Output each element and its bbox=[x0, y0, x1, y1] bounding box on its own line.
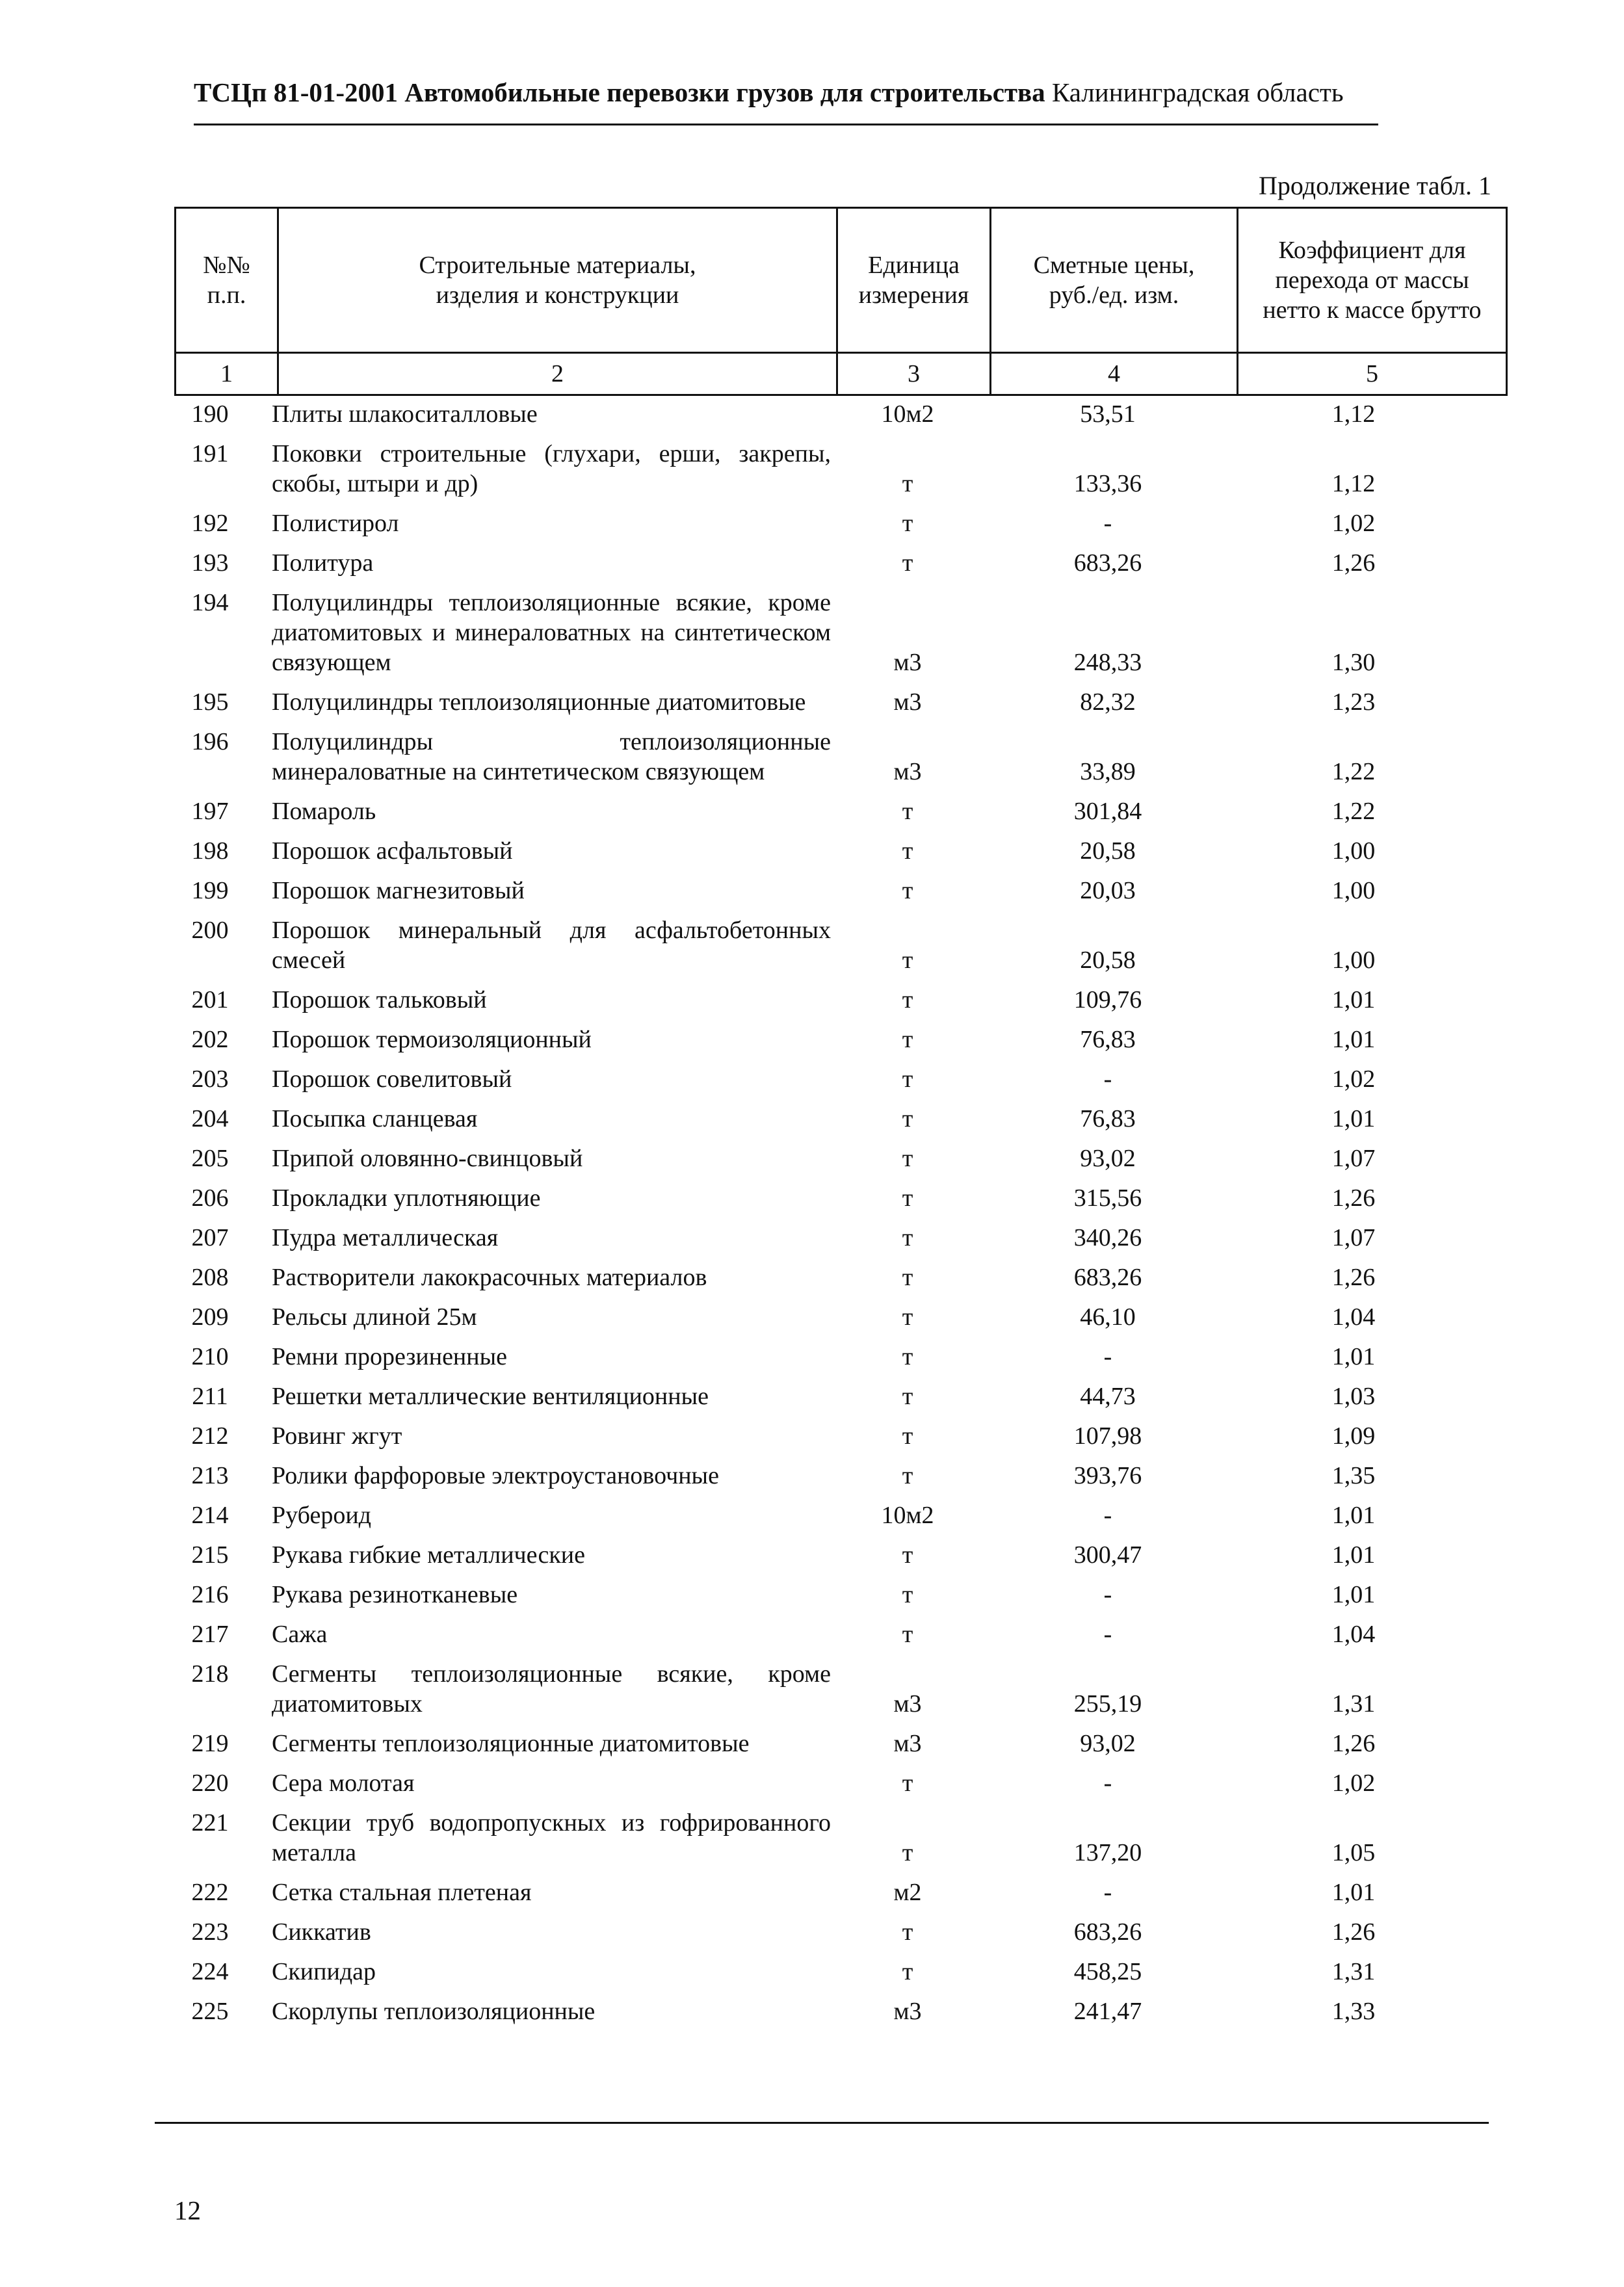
estimated-price: 248,33 bbox=[1073, 649, 1142, 676]
row-number: 204 bbox=[191, 1105, 229, 1132]
estimated-price: 20,03 bbox=[1080, 877, 1136, 904]
table-row bbox=[0, 1957, 1624, 1987]
estimated-price: 133,36 bbox=[1073, 470, 1142, 497]
table-row bbox=[0, 1500, 1624, 1530]
row-number: 190 bbox=[191, 400, 229, 428]
row-number: 202 bbox=[191, 1026, 229, 1053]
row-number: 217 bbox=[191, 1621, 229, 1648]
gross-weight-coefficient: 1,22 bbox=[1331, 798, 1376, 825]
material-name: Сегменты теплоизоляционные всякие, кроме диатомитовых bbox=[272, 1660, 831, 1718]
row-number: 219 bbox=[191, 1730, 229, 1757]
table-continuation-note: Продолжение табл. 1 bbox=[1259, 171, 1491, 200]
row-number: 193 bbox=[191, 549, 229, 577]
material-name: Политура bbox=[272, 549, 374, 577]
gross-weight-coefficient: 1,07 bbox=[1331, 1145, 1376, 1172]
gross-weight-coefficient: 1,01 bbox=[1331, 1502, 1376, 1529]
gross-weight-coefficient: 1,02 bbox=[1331, 510, 1376, 537]
table-row bbox=[0, 1183, 1624, 1213]
material-name: Рубероид bbox=[272, 1502, 372, 1529]
material-name: Порошок асфальтовый bbox=[272, 837, 513, 865]
row-number: 214 bbox=[191, 1502, 229, 1529]
row-number: 207 bbox=[191, 1224, 229, 1251]
gross-weight-coefficient: 1,07 bbox=[1331, 1224, 1376, 1251]
unit-of-measure: т bbox=[902, 1184, 913, 1212]
table-row bbox=[0, 1996, 1624, 2026]
table-row bbox=[0, 1064, 1624, 1094]
material-name: Плиты шлакоситалловые bbox=[272, 400, 538, 428]
row-number: 195 bbox=[191, 688, 229, 716]
table-row bbox=[0, 876, 1624, 906]
gross-weight-coefficient: 1,02 bbox=[1331, 1770, 1376, 1797]
table-row bbox=[0, 687, 1624, 717]
gross-weight-coefficient: 1,01 bbox=[1331, 1879, 1376, 1906]
row-number: 220 bbox=[191, 1770, 229, 1797]
table-row bbox=[0, 1659, 1624, 1719]
table-header bbox=[174, 207, 1508, 396]
gross-weight-coefficient: 1,26 bbox=[1331, 1918, 1376, 1946]
estimated-price: 315,56 bbox=[1073, 1184, 1142, 1212]
gross-weight-coefficient: 1,12 bbox=[1331, 400, 1376, 428]
row-number: 196 bbox=[191, 728, 229, 755]
unit-of-measure: т bbox=[902, 1422, 913, 1450]
unit-of-measure: т bbox=[902, 1918, 913, 1946]
estimated-price: 255,19 bbox=[1073, 1690, 1142, 1718]
gross-weight-coefficient: 1,01 bbox=[1331, 1026, 1376, 1053]
gross-weight-coefficient: 1,23 bbox=[1331, 688, 1376, 716]
material-name: Сетка стальная плетеная bbox=[272, 1879, 532, 1906]
unit-of-measure: м2 bbox=[893, 1879, 922, 1906]
unit-of-measure: т bbox=[902, 510, 913, 537]
gross-weight-coefficient: 1,02 bbox=[1331, 1065, 1376, 1093]
row-number: 203 bbox=[191, 1065, 229, 1093]
column-number: 2 bbox=[278, 353, 837, 395]
estimated-price: - bbox=[1103, 1343, 1112, 1370]
column-number-row bbox=[176, 353, 1507, 395]
table-row bbox=[0, 1262, 1624, 1292]
material-name: Сера молотая bbox=[272, 1770, 415, 1797]
gross-weight-coefficient: 1,01 bbox=[1331, 1541, 1376, 1569]
material-name: Полуцилиндры теплоизоляционные диатомитовые bbox=[272, 688, 806, 716]
unit-of-measure: т bbox=[902, 1264, 913, 1291]
header-col-number: №№ п.п. bbox=[176, 208, 278, 353]
material-name: Порошок тальковый bbox=[272, 986, 487, 1013]
row-number: 191 bbox=[191, 440, 229, 467]
page-header-title bbox=[194, 73, 1344, 112]
table-row bbox=[0, 1223, 1624, 1253]
gross-weight-coefficient: 1,01 bbox=[1331, 1105, 1376, 1132]
material-name: Растворители лакокрасочных материалов bbox=[272, 1264, 707, 1291]
row-number: 194 bbox=[191, 589, 229, 616]
table-row bbox=[0, 588, 1624, 677]
table-row bbox=[0, 1877, 1624, 1907]
table-row bbox=[0, 836, 1624, 866]
material-name: Прокладки уплотняющие bbox=[272, 1184, 541, 1212]
column-number: 3 bbox=[837, 353, 991, 395]
unit-of-measure: т bbox=[902, 470, 913, 497]
estimated-price: 241,47 bbox=[1073, 1998, 1142, 2025]
material-name: Посыпка сланцевая bbox=[272, 1105, 478, 1132]
estimated-price: - bbox=[1103, 510, 1112, 537]
estimated-price: 109,76 bbox=[1073, 986, 1142, 1013]
unit-of-measure: т bbox=[902, 837, 913, 865]
column-number: 5 bbox=[1238, 353, 1507, 395]
gross-weight-coefficient: 1,31 bbox=[1331, 1958, 1376, 1985]
estimated-price: - bbox=[1103, 1879, 1112, 1906]
table-row bbox=[0, 1808, 1624, 1868]
material-name: Ремни прорезиненные bbox=[272, 1343, 508, 1370]
row-number: 209 bbox=[191, 1303, 229, 1331]
unit-of-measure: т bbox=[902, 549, 913, 577]
row-number: 224 bbox=[191, 1958, 229, 1985]
unit-of-measure: т bbox=[902, 1065, 913, 1093]
estimated-price: 33,89 bbox=[1080, 758, 1136, 785]
unit-of-measure: т bbox=[902, 1105, 913, 1132]
gross-weight-coefficient: 1,26 bbox=[1331, 1730, 1376, 1757]
estimated-price: 683,26 bbox=[1073, 549, 1142, 577]
material-name: Полистирол bbox=[272, 510, 399, 537]
estimated-price: - bbox=[1103, 1770, 1112, 1797]
unit-of-measure: м3 bbox=[893, 1730, 922, 1757]
gross-weight-coefficient: 1,00 bbox=[1331, 877, 1376, 904]
unit-of-measure: т bbox=[902, 1621, 913, 1648]
unit-of-measure: т bbox=[902, 1958, 913, 1985]
material-name: Скорлупы теплоизоляционные bbox=[272, 1998, 596, 2025]
row-number: 218 bbox=[191, 1660, 229, 1688]
unit-of-measure: м3 bbox=[893, 688, 922, 716]
material-name: Пудра металлическая bbox=[272, 1224, 499, 1251]
material-name: Секции труб водопропускных из гофрированного металла bbox=[272, 1809, 831, 1866]
material-name: Припой оловянно-свинцовый bbox=[272, 1145, 583, 1172]
unit-of-measure: т bbox=[902, 1383, 913, 1410]
table-row bbox=[0, 508, 1624, 538]
unit-of-measure: т bbox=[902, 1145, 913, 1172]
row-number: 221 bbox=[191, 1809, 229, 1836]
table-row bbox=[0, 1342, 1624, 1372]
estimated-price: 301,84 bbox=[1073, 798, 1142, 825]
gross-weight-coefficient: 1,03 bbox=[1331, 1383, 1376, 1410]
estimated-price: 93,02 bbox=[1080, 1730, 1136, 1757]
estimated-price: 46,10 bbox=[1080, 1303, 1136, 1331]
estimated-price: 76,83 bbox=[1080, 1026, 1136, 1053]
unit-of-measure: т bbox=[902, 798, 913, 825]
row-number: 192 bbox=[191, 510, 229, 537]
gross-weight-coefficient: 1,00 bbox=[1331, 947, 1376, 974]
estimated-price: - bbox=[1103, 1581, 1112, 1608]
row-number: 216 bbox=[191, 1581, 229, 1608]
unit-of-measure: т bbox=[902, 1462, 913, 1489]
unit-of-measure: т bbox=[902, 947, 913, 974]
unit-of-measure: т bbox=[902, 1343, 913, 1370]
table-header-row bbox=[176, 208, 1507, 353]
unit-of-measure: т bbox=[902, 1581, 913, 1608]
table-row bbox=[0, 399, 1624, 429]
row-number: 213 bbox=[191, 1462, 229, 1489]
gross-weight-coefficient: 1,04 bbox=[1331, 1303, 1376, 1331]
material-name: Рукава резинотканевые bbox=[272, 1581, 518, 1608]
column-number: 4 bbox=[991, 353, 1238, 395]
table-row bbox=[0, 1540, 1624, 1570]
estimated-price: 393,76 bbox=[1073, 1462, 1142, 1489]
material-name: Порошок магнезитовый bbox=[272, 877, 525, 904]
row-number: 199 bbox=[191, 877, 229, 904]
material-name: Сегменты теплоизоляционные диатомитовые bbox=[272, 1730, 750, 1757]
row-number: 223 bbox=[191, 1918, 229, 1946]
row-number: 212 bbox=[191, 1422, 229, 1450]
row-number: 208 bbox=[191, 1264, 229, 1291]
gross-weight-coefficient: 1,01 bbox=[1331, 1581, 1376, 1608]
estimated-price: 683,26 bbox=[1073, 1918, 1142, 1946]
table-row bbox=[0, 1302, 1624, 1332]
row-number: 205 bbox=[191, 1145, 229, 1172]
table-bottom-rule bbox=[155, 2122, 1489, 2124]
material-name: Ролики фарфоровые электроустановочные bbox=[272, 1462, 719, 1489]
unit-of-measure: 10м2 bbox=[881, 400, 934, 428]
table-row bbox=[0, 1461, 1624, 1491]
unit-of-measure: т bbox=[902, 1541, 913, 1569]
material-name: Помароль bbox=[272, 798, 376, 825]
gross-weight-coefficient: 1,01 bbox=[1331, 986, 1376, 1013]
material-name: Сажа bbox=[272, 1621, 328, 1648]
material-name: Решетки металлические вентиляционные bbox=[272, 1383, 709, 1410]
table-row bbox=[0, 1421, 1624, 1451]
unit-of-measure: м3 bbox=[893, 1998, 922, 2025]
estimated-price: 340,26 bbox=[1073, 1224, 1142, 1251]
unit-of-measure: т bbox=[902, 1224, 913, 1251]
header-col-price: Сметные цены, руб./ед. изм. bbox=[991, 208, 1238, 353]
unit-of-measure: м3 bbox=[893, 758, 922, 785]
gross-weight-coefficient: 1,01 bbox=[1331, 1343, 1376, 1370]
material-name: Рельсы длиной 25м bbox=[272, 1303, 477, 1331]
table-row bbox=[0, 1729, 1624, 1758]
estimated-price: 44,73 bbox=[1080, 1383, 1136, 1410]
gross-weight-coefficient: 1,00 bbox=[1331, 837, 1376, 865]
estimated-price: - bbox=[1103, 1065, 1112, 1093]
estimated-price: 300,47 bbox=[1073, 1541, 1142, 1569]
material-name: Ровинг жгут bbox=[272, 1422, 402, 1450]
row-number: 210 bbox=[191, 1343, 229, 1370]
unit-of-measure: т bbox=[902, 986, 913, 1013]
estimated-price: 458,25 bbox=[1073, 1958, 1142, 1985]
unit-of-measure: т bbox=[902, 1770, 913, 1797]
row-number: 198 bbox=[191, 837, 229, 865]
table-row bbox=[0, 1768, 1624, 1798]
estimated-price: 93,02 bbox=[1080, 1145, 1136, 1172]
unit-of-measure: т bbox=[902, 1026, 913, 1053]
table-row bbox=[0, 548, 1624, 578]
estimated-price: 53,51 bbox=[1080, 400, 1136, 428]
material-name: Порошок совелитовый bbox=[272, 1065, 512, 1093]
row-number: 211 bbox=[192, 1383, 228, 1410]
row-number: 225 bbox=[191, 1998, 229, 2025]
estimated-price: - bbox=[1103, 1621, 1112, 1648]
column-number: 1 bbox=[176, 353, 278, 395]
table-row bbox=[0, 1917, 1624, 1947]
unit-of-measure: т bbox=[902, 1839, 913, 1866]
table-row bbox=[0, 796, 1624, 826]
material-name: Полуцилиндры теплоизоляционные всякие, кроме диатомитовых и минераловатных на синтетическом связующем bbox=[272, 589, 831, 676]
gross-weight-coefficient: 1,22 bbox=[1331, 758, 1376, 785]
header-title-region: Калининградская область bbox=[1051, 77, 1344, 107]
unit-of-measure: т bbox=[902, 1303, 913, 1331]
table-row bbox=[0, 1144, 1624, 1173]
header-col-unit: Единица измерения bbox=[837, 208, 991, 353]
table-row bbox=[0, 985, 1624, 1015]
table-row bbox=[0, 439, 1624, 499]
gross-weight-coefficient: 1,30 bbox=[1331, 649, 1376, 676]
estimated-price: 20,58 bbox=[1080, 947, 1136, 974]
gross-weight-coefficient: 1,09 bbox=[1331, 1422, 1376, 1450]
row-number: 222 bbox=[191, 1879, 229, 1906]
gross-weight-coefficient: 1,26 bbox=[1331, 1264, 1376, 1291]
estimated-price: - bbox=[1103, 1502, 1112, 1529]
material-name: Поковки строительные (глухари, ерши, закрепы, скобы, штыри и др) bbox=[272, 440, 831, 497]
table-row bbox=[0, 1104, 1624, 1134]
table-row bbox=[0, 727, 1624, 787]
material-name: Порошок минеральный для асфальтобетонных смесей bbox=[272, 917, 831, 974]
estimated-price: 137,20 bbox=[1073, 1839, 1142, 1866]
estimated-price: 76,83 bbox=[1080, 1105, 1136, 1132]
estimated-price: 107,98 bbox=[1073, 1422, 1142, 1450]
row-number: 197 bbox=[191, 798, 229, 825]
table-row bbox=[0, 1025, 1624, 1054]
header-title-bold: ТСЦп 81-01-2001 Автомобильные перевозки грузов для строительства bbox=[194, 77, 1045, 107]
row-number: 215 bbox=[191, 1541, 229, 1569]
estimated-price: 20,58 bbox=[1080, 837, 1136, 865]
unit-of-measure: 10м2 bbox=[881, 1502, 934, 1529]
gross-weight-coefficient: 1,04 bbox=[1331, 1621, 1376, 1648]
unit-of-measure: т bbox=[902, 877, 913, 904]
table-body bbox=[0, 399, 1624, 2036]
table-row bbox=[0, 1381, 1624, 1411]
header-divider bbox=[194, 124, 1378, 125]
gross-weight-coefficient: 1,35 bbox=[1331, 1462, 1376, 1489]
gross-weight-coefficient: 1,12 bbox=[1331, 470, 1376, 497]
unit-of-measure: м3 bbox=[893, 649, 922, 676]
material-name: Сиккатив bbox=[272, 1918, 371, 1946]
material-name: Полуцилиндры теплоизоляционные минераловатные на синтетическом связующем bbox=[272, 728, 831, 785]
gross-weight-coefficient: 1,33 bbox=[1331, 1998, 1376, 2025]
material-name: Рукава гибкие металлические bbox=[272, 1541, 586, 1569]
table-row bbox=[0, 915, 1624, 975]
estimated-price: 683,26 bbox=[1073, 1264, 1142, 1291]
material-name: Порошок термоизоляционный bbox=[272, 1026, 592, 1053]
row-number: 200 bbox=[191, 917, 229, 944]
row-number: 201 bbox=[191, 986, 229, 1013]
unit-of-measure: м3 bbox=[893, 1690, 922, 1718]
header-col-coefficient: Коэффициент для перехода от массы нетто к массе брутто bbox=[1238, 208, 1507, 353]
material-name: Скипидар bbox=[272, 1958, 376, 1985]
gross-weight-coefficient: 1,31 bbox=[1331, 1690, 1376, 1718]
header-col-material: Строительные материалы, изделия и конструкции bbox=[278, 208, 837, 353]
gross-weight-coefficient: 1,26 bbox=[1331, 1184, 1376, 1212]
estimated-price: 82,32 bbox=[1080, 688, 1136, 716]
row-number: 206 bbox=[191, 1184, 229, 1212]
gross-weight-coefficient: 1,26 bbox=[1331, 549, 1376, 577]
table-row bbox=[0, 1619, 1624, 1649]
page-number: 12 bbox=[174, 2195, 201, 2225]
gross-weight-coefficient: 1,05 bbox=[1331, 1839, 1376, 1866]
table-row bbox=[0, 1580, 1624, 1610]
